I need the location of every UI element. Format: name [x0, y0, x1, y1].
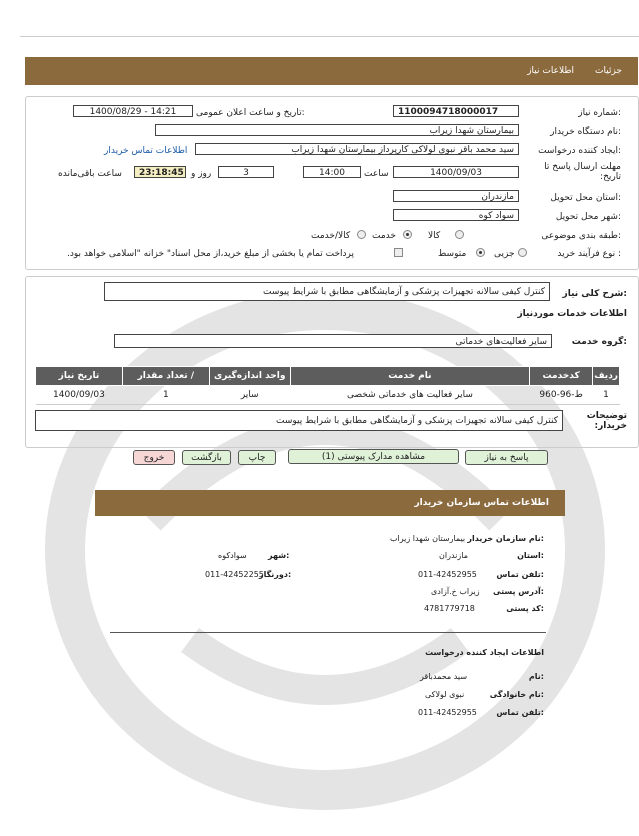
- creator-phone-label: تلفن تماس:: [496, 708, 544, 717]
- announce-field: 1400/08/29 - 14:21: [73, 105, 193, 117]
- contact-heading-bar: [95, 490, 565, 516]
- proc-medium-label: متوسط: [438, 249, 467, 259]
- exit-button[interactable]: خروج: [133, 450, 175, 465]
- province-field: مازندران: [393, 190, 519, 202]
- top-divider: [20, 36, 639, 37]
- deadline-label: مهلت ارسال پاسخ تا تاریخ:: [544, 162, 621, 182]
- col-row: ردیف: [593, 367, 620, 386]
- col-code: کدخدمت: [530, 367, 593, 386]
- creator-name-label: نام:: [528, 672, 544, 681]
- cat-goods-service-label: کالا/خدمت: [311, 231, 351, 241]
- postal-value: 4781779718: [424, 604, 475, 613]
- cell-need-date: 1400/09/03: [36, 386, 123, 405]
- cell-code: ط-96-960: [530, 386, 593, 405]
- postal-label: کد پستی:: [506, 604, 544, 613]
- col-need-date: تاریخ نیاز: [36, 367, 123, 386]
- cell-service-name: سایر فعالیت های خدماتی شخصی: [290, 386, 529, 405]
- buyer-contact-link[interactable]: اطلاعات تماس خریدار: [104, 146, 188, 156]
- need-info-frame: [25, 96, 639, 270]
- col-service-name: نام خدمت: [290, 367, 529, 386]
- cat-goods-service-radio[interactable]: [357, 230, 366, 239]
- summary-label: شرح کلی نیاز:: [562, 289, 627, 299]
- remaining-label: ساعت باقی‌مانده: [58, 169, 122, 179]
- buyer-org-field: بیمارستان شهدا زیراب: [155, 124, 519, 136]
- cat-service-label: خدمت: [372, 231, 396, 241]
- services-heading: اطلاعات خدمات موردنیاز: [517, 309, 627, 319]
- creator-label: ایجاد کننده درخواست:: [538, 146, 621, 156]
- table-row: [36, 386, 620, 405]
- summary-field: کنترل کیفی سالانه تجهیزات پزشکی و آزمایشگاهی مطابق با شرایط پیوست: [104, 282, 550, 301]
- group-label: گروه خدمت:: [571, 337, 627, 347]
- cat-goods-label: کالا: [428, 231, 441, 241]
- need-number-label: شماره نیاز:: [578, 108, 621, 118]
- org-name-label: نام سازمان خریدار:: [467, 534, 544, 543]
- creator-family-label: نام خانوادگی:: [489, 690, 544, 699]
- need-number-field: 1100094718000017: [393, 105, 519, 117]
- contact-province-value: مازندران: [439, 551, 468, 560]
- cell-unit: سایر: [209, 386, 290, 405]
- print-button[interactable]: چاپ: [238, 450, 276, 465]
- deadline-date-field: 1400/09/03: [393, 166, 519, 178]
- announce-label: تاریخ و ساعت اعلان عمومی:: [196, 108, 305, 118]
- city-field: سواد کوه: [393, 209, 519, 221]
- tab-details[interactable]: جزئیات: [595, 66, 622, 76]
- creator-heading: اطلاعات ایجاد کننده درخواست: [425, 648, 544, 657]
- services-table: [35, 366, 620, 405]
- cat-service-radio[interactable]: [403, 230, 412, 239]
- contact-fax-label: دورنگار:: [259, 570, 292, 579]
- creator-field: سید محمد باقر نبوی لولاکی کارپرداز بیمارستان شهدا زیراب: [195, 143, 519, 155]
- days-field: 3: [218, 166, 274, 178]
- contact-city-label: شهر:: [268, 551, 290, 560]
- org-name-value: بیمارستان شهدا زیراب: [390, 534, 466, 543]
- contact-phone-label: تلفن تماس:: [496, 570, 544, 579]
- payment-note: پرداخت تمام یا بخشی از مبلغ خرید،از محل اسناد" خزانه "اسلامی خواهد بود.: [67, 249, 355, 259]
- cell-quantity: 1: [122, 386, 209, 405]
- day-label: روز و: [191, 169, 212, 179]
- contact-city-value: سوادکوه: [218, 551, 247, 560]
- tab-need-info[interactable]: اطلاعات نیاز: [527, 66, 574, 76]
- cat-goods-radio[interactable]: [455, 230, 464, 239]
- group-field: سایر فعالیت‌های خدماتی: [114, 334, 552, 348]
- remaining-time-field: 23:18:45: [134, 166, 186, 178]
- cell-row: 1: [593, 386, 620, 405]
- col-unit: واحد اندازه‌گیری: [209, 367, 290, 386]
- proc-partial-radio[interactable]: [518, 248, 527, 257]
- deadline-time-label: ساعت: [364, 169, 389, 179]
- attachments-button[interactable]: مشاهده مدارک پیوستی (1): [288, 449, 459, 464]
- proc-medium-radio[interactable]: [476, 248, 485, 257]
- contact-heading: اطلاعات تماس سازمان خریدار: [414, 498, 549, 508]
- treasury-payment-checkbox[interactable]: [394, 248, 403, 257]
- contact-fax-value: 011-42452255: [205, 570, 264, 579]
- province-label: استان محل تحویل:: [550, 193, 621, 203]
- col-quantity: / تعداد مقدار: [122, 367, 209, 386]
- contact-divider: [110, 632, 546, 633]
- proc-partial-label: جزیی: [494, 249, 515, 259]
- buyer-org-label: نام دستگاه خریدار:: [550, 127, 621, 137]
- table-header-row: [36, 367, 620, 386]
- creator-family-value: نبوی لولاکی: [425, 690, 465, 699]
- creator-phone-value: 011-42452955: [418, 708, 477, 717]
- deadline-time-field: 14:00: [303, 166, 361, 178]
- creator-name-value: سید محمدباقر: [420, 672, 468, 681]
- reply-button[interactable]: پاسخ به نیاز: [465, 450, 548, 465]
- buyer-notes-field: کنترل کیفی سالانه تجهیزات پزشکی و آزمایشگاهی مطابق با شرایط پیوست: [35, 410, 563, 431]
- process-label: نوع فرآیند خرید :: [557, 249, 621, 259]
- contact-phone-value: 011-42452955: [418, 570, 477, 579]
- header-bar: [25, 57, 638, 85]
- address-label: آدرس پستی:: [493, 587, 544, 596]
- city-label: شهر محل تحویل:: [555, 212, 621, 222]
- back-button[interactable]: بازگشت: [182, 450, 231, 465]
- category-label: طبقه بندی موضوعی:: [541, 231, 621, 241]
- buyer-notes-label: توضیحات خریدار:: [586, 411, 627, 431]
- contact-province-label: استان:: [517, 551, 544, 560]
- address-value: زیراب خ.آزادی: [431, 587, 480, 596]
